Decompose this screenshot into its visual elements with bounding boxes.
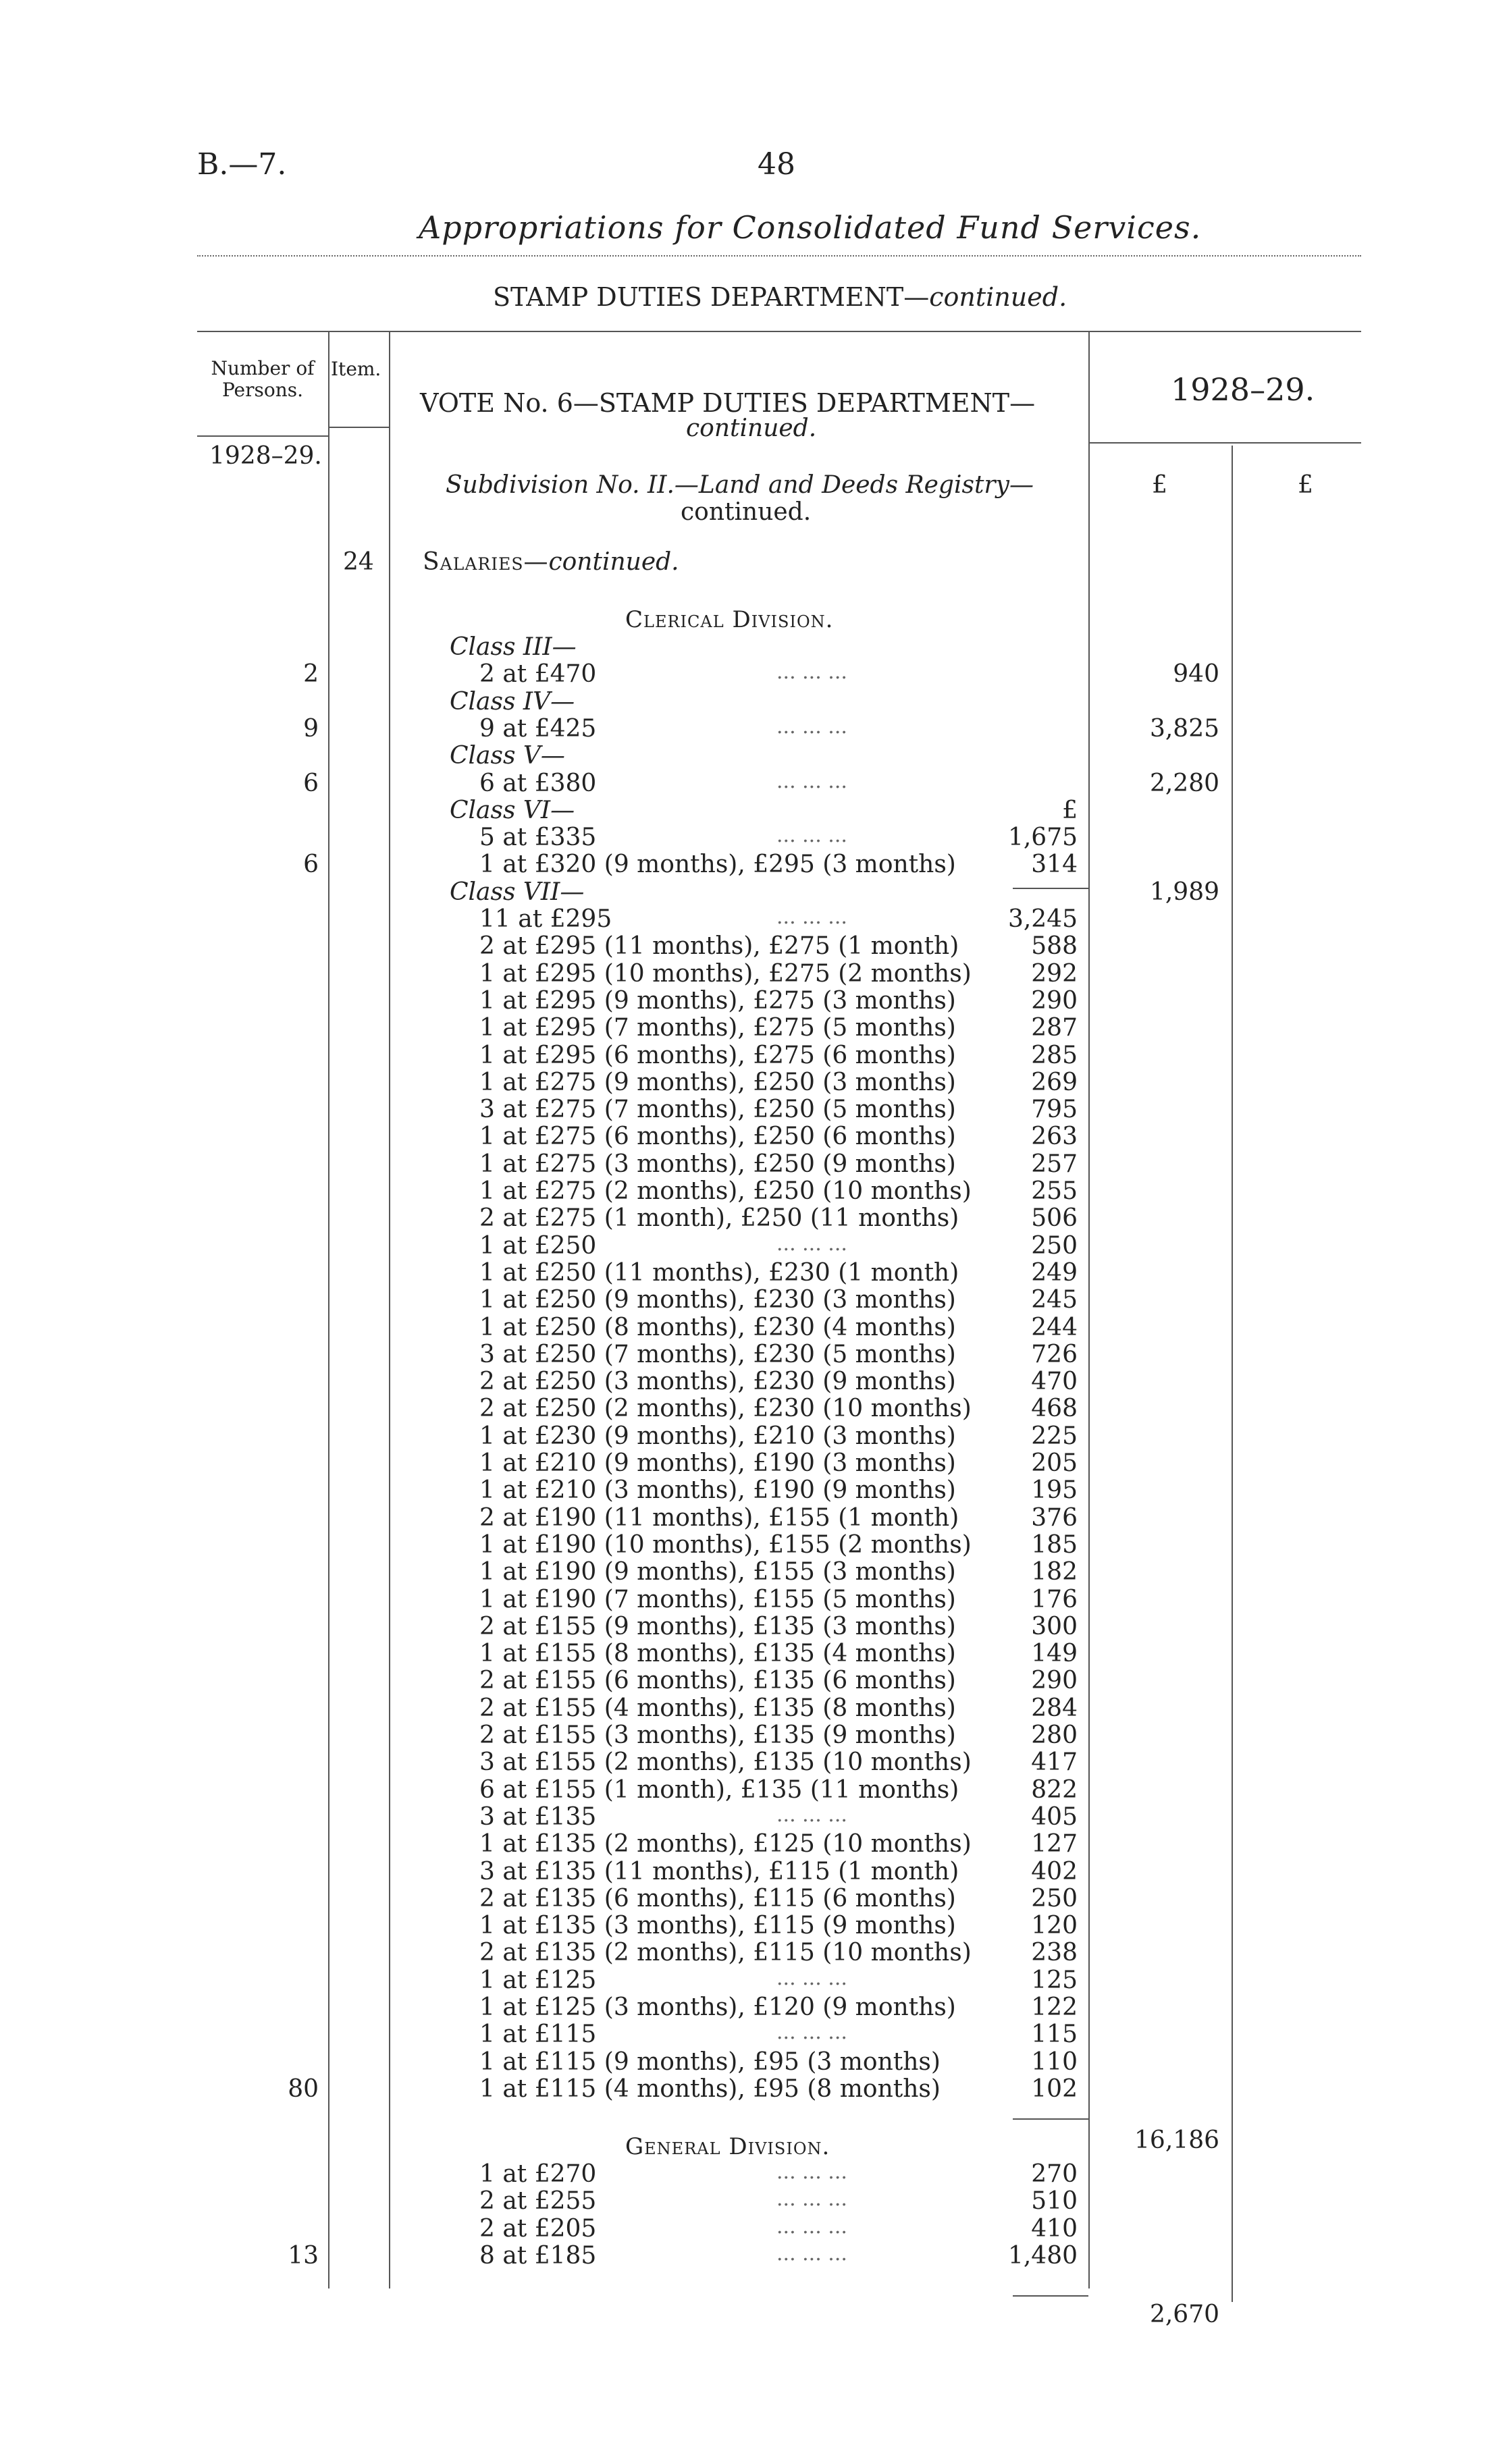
- class6-total: 1,989: [1149, 878, 1219, 906]
- class7-row-subamount: 127: [1031, 1830, 1078, 1858]
- class7-row-leader-dots: ... ... ...: [776, 2020, 847, 2045]
- class7-row-description: 2 at £155 (6 months), £135 (6 months): [479, 1667, 956, 1695]
- persons-header-rule: [197, 435, 328, 437]
- persons-column-header: Number of Persons.: [211, 357, 315, 401]
- class7-row-subamount: 822: [1031, 1775, 1078, 1804]
- class7-row-description: 1 at £135 (2 months), £125 (10 months): [479, 1830, 972, 1858]
- column-divider-item: [389, 331, 390, 2288]
- class7-row-subamount: 285: [1031, 1041, 1078, 1069]
- pound-header-sub: £: [1152, 471, 1167, 499]
- pound-header-total: £: [1298, 471, 1313, 499]
- item-column-header: Item.: [331, 358, 381, 380]
- class7-row-subamount: 588: [1031, 932, 1078, 961]
- general-row-subamount: 410: [1031, 2214, 1078, 2243]
- class7-row-subamount: 244: [1031, 1313, 1078, 1341]
- class7-row-subamount: 225: [1031, 1422, 1078, 1450]
- class7-row-subamount: 506: [1031, 1204, 1078, 1233]
- salaries-label: Salaries—: [423, 548, 549, 576]
- salaries-continued: continued.: [548, 548, 679, 576]
- class7-row-description: 1 at £275 (3 months), £250 (9 months): [479, 1150, 956, 1178]
- general-row-description: 2 at £255: [479, 2187, 597, 2216]
- class5-label: Class V—: [450, 742, 565, 770]
- document-reference: B.—7.: [197, 147, 287, 182]
- class7-row-description: 1 at £190 (10 months), £155 (2 months): [479, 1530, 972, 1559]
- class7-row-description: 1 at £125 (3 months), £120 (9 months): [479, 1993, 956, 2021]
- class7-row-description: 1 at £250 (8 months), £230 (4 months): [479, 1313, 956, 1341]
- vote-title: VOTE No. 6—STAMP DUTIES DEPARTMENT—: [420, 388, 1036, 418]
- class6-row-subamount: 1,675: [1007, 824, 1078, 852]
- class7-row-description: 1 at £115: [479, 2020, 597, 2049]
- class7-row-persons: 80: [288, 2074, 319, 2103]
- class4-row-description: 9 at £425: [479, 714, 597, 743]
- table-top-rule: [197, 331, 1361, 332]
- class7-row-subamount: 238: [1031, 1939, 1078, 1967]
- class7-row-subamount: 287: [1031, 1014, 1078, 1042]
- class7-row-description: 2 at £190 (11 months), £155 (1 month): [479, 1503, 959, 1532]
- general-total: 2,670: [1149, 2301, 1219, 2328]
- class7-row-description: 1 at £250 (9 months), £230 (3 months): [479, 1286, 956, 1314]
- year-header-rule: [1088, 442, 1361, 444]
- class7-row-description: 1 at £135 (3 months), £115 (9 months): [479, 1912, 956, 1940]
- class7-row-subamount: 255: [1031, 1177, 1078, 1205]
- class7-row-description: 1 at £295 (10 months), £275 (2 months): [479, 959, 972, 988]
- class7-row-description: 2 at £250 (3 months), £230 (9 months): [479, 1368, 956, 1396]
- general-row-subamount: 510: [1031, 2187, 1078, 2216]
- class4-row-persons: 9: [303, 714, 319, 743]
- department-name: STAMP DUTIES DEPARTMENT—: [493, 282, 930, 312]
- general-row-description: 2 at £205: [479, 2214, 597, 2243]
- class7-row-subamount: 292: [1031, 959, 1078, 988]
- class7-row-subamount: 376: [1031, 1503, 1078, 1532]
- class7-row-description: 2 at £135 (2 months), £115 (10 months): [479, 1939, 972, 1967]
- class7-row-description: 1 at £275 (2 months), £250 (10 months): [479, 1177, 972, 1205]
- class3-label: Class III—: [450, 633, 577, 661]
- class7-row-subamount: 470: [1031, 1368, 1078, 1396]
- persons-year-header: 1928–29.: [209, 442, 322, 470]
- general-row-leader-dots: ... ... ...: [776, 2241, 847, 2266]
- class7-row-subamount: 795: [1031, 1096, 1078, 1124]
- department-continued: continued.: [929, 282, 1067, 312]
- subdivision-continued: continued.: [681, 498, 812, 526]
- class7-row-subamount: 257: [1031, 1150, 1078, 1178]
- general-row-subamount: 1,480: [1007, 2241, 1078, 2270]
- class6-pound-sign: £: [1062, 796, 1078, 824]
- class7-row-description: 1 at £210 (9 months), £190 (3 months): [479, 1449, 956, 1477]
- salaries-heading: [423, 548, 679, 576]
- class7-row-subamount: 205: [1031, 1449, 1078, 1477]
- class7-row-description: 3 at £155 (2 months), £135 (10 months): [479, 1748, 972, 1777]
- class7-row-subamount: 125: [1031, 1966, 1078, 1994]
- column-divider-persons: [328, 331, 329, 2288]
- class7-label: Class VII—: [450, 878, 585, 906]
- class7-row-leader-dots: ... ... ...: [776, 1231, 847, 1256]
- title-rule: [197, 255, 1361, 257]
- class7-row-description: 6 at £155 (1 month), £135 (11 months): [479, 1775, 959, 1804]
- class7-row-subamount: 149: [1031, 1640, 1078, 1668]
- class7-row-leader-dots: ... ... ...: [776, 905, 847, 929]
- class5-row-leader-dots: ... ... ...: [776, 769, 847, 793]
- class6-subtotal-rule: [1013, 888, 1088, 889]
- class5-row-persons: 6: [303, 769, 319, 797]
- class7-row-subamount: 726: [1031, 1340, 1078, 1368]
- class6-row-subamount: 314: [1031, 851, 1078, 879]
- class6-row-persons: 6: [303, 851, 319, 879]
- class7-row-subamount: 269: [1031, 1068, 1078, 1096]
- class7-row-subamount: 468: [1031, 1395, 1078, 1423]
- class7-total: 16,186: [1134, 2126, 1219, 2154]
- class5-row-amount: 2,280: [1149, 769, 1219, 797]
- class7-row-description: 3 at £135: [479, 1802, 597, 1831]
- class4-row-amount: 3,825: [1149, 714, 1219, 743]
- class7-row-subamount: 182: [1031, 1558, 1078, 1586]
- class7-row-description: 3 at £275 (7 months), £250 (5 months): [479, 1096, 956, 1124]
- class7-row-description: 1 at £190 (7 months), £155 (5 months): [479, 1585, 956, 1613]
- general-division-heading: General Division.: [625, 2133, 830, 2160]
- class7-row-description: 1 at £115 (4 months), £95 (8 months): [479, 2074, 941, 2103]
- class7-row-subamount: 185: [1031, 1530, 1078, 1559]
- class7-row-description: 1 at £295 (6 months), £275 (6 months): [479, 1041, 956, 1069]
- subdivision-heading: Subdivision No. II.—Land and Deeds Registry—: [446, 471, 1034, 499]
- class3-row-amount: 940: [1173, 660, 1219, 689]
- column-divider-amount: [1232, 446, 1233, 2302]
- class7-row-subamount: 300: [1031, 1612, 1078, 1640]
- class7-row-subamount: 280: [1031, 1721, 1078, 1749]
- class7-row-description: 1 at £230 (9 months), £210 (3 months): [479, 1422, 956, 1450]
- class7-row-description: 3 at £135 (11 months), £115 (1 month): [479, 1857, 959, 1885]
- class7-row-subamount: 417: [1031, 1748, 1078, 1777]
- general-row-leader-dots: ... ... ...: [776, 2160, 847, 2184]
- class7-row-leader-dots: ... ... ...: [776, 1966, 847, 1990]
- year-column-header: 1928–29.: [1171, 371, 1315, 408]
- page-title: Appropriations for Consolidated Fund Services.: [419, 209, 1202, 246]
- vote-title-continued: continued.: [686, 414, 817, 442]
- class7-row-description: 1 at £295 (7 months), £275 (5 months): [479, 1014, 956, 1042]
- class7-subtotal-rule: [1013, 2118, 1088, 2120]
- class4-label: Class IV—: [450, 687, 575, 716]
- class7-row-description: 1 at £295 (9 months), £275 (3 months): [479, 986, 956, 1015]
- class7-row-description: 3 at £250 (7 months), £230 (5 months): [479, 1340, 956, 1368]
- class6-label: Class VI—: [450, 796, 575, 824]
- class7-row-description: 1 at £125: [479, 1966, 597, 1994]
- class7-row-description: 1 at £190 (9 months), £155 (3 months): [479, 1558, 956, 1586]
- class7-row-subamount: 250: [1031, 1231, 1078, 1260]
- column-divider-description: [1088, 331, 1090, 2288]
- class6-row-description: 1 at £320 (9 months), £295 (3 months): [479, 851, 956, 879]
- class7-row-subamount: 115: [1031, 2020, 1078, 2049]
- general-subtotal-rule: [1013, 2295, 1088, 2297]
- class7-row-description: 1 at £275 (9 months), £250 (3 months): [479, 1068, 956, 1096]
- class7-row-description: 2 at £135 (6 months), £115 (6 months): [479, 1884, 956, 1912]
- general-row-leader-dots: ... ... ...: [776, 2214, 847, 2239]
- class7-row-subamount: 195: [1031, 1476, 1078, 1505]
- class7-row-subamount: 290: [1031, 986, 1078, 1015]
- class7-row-subamount: 176: [1031, 1585, 1078, 1613]
- class7-row-description: 1 at £210 (3 months), £190 (9 months): [479, 1476, 956, 1505]
- class7-row-description: 2 at £295 (11 months), £275 (1 month): [479, 932, 959, 961]
- class7-row-subamount: 250: [1031, 1884, 1078, 1912]
- class7-row-subamount: 249: [1031, 1258, 1078, 1287]
- class7-row-leader-dots: ... ... ...: [776, 1802, 847, 1827]
- class7-row-description: 2 at £275 (1 month), £250 (11 months): [479, 1204, 959, 1233]
- clerical-division-heading: Clerical Division.: [625, 606, 834, 633]
- item-header-rule: [328, 427, 389, 428]
- class7-row-subamount: 3,245: [1007, 905, 1078, 933]
- general-row-persons: 13: [288, 2241, 319, 2270]
- page-number: 48: [758, 147, 795, 182]
- class7-row-subamount: 120: [1031, 1912, 1078, 1940]
- class7-row-subamount: 284: [1031, 1694, 1078, 1722]
- class7-row-description: 1 at £250 (11 months), £230 (1 month): [479, 1258, 959, 1287]
- class7-row-subamount: 245: [1031, 1286, 1078, 1314]
- class7-row-description: 1 at £155 (8 months), £135 (4 months): [479, 1640, 956, 1668]
- general-row-description: 8 at £185: [479, 2241, 597, 2270]
- class3-row-persons: 2: [303, 660, 319, 689]
- class3-row-description: 2 at £470: [479, 660, 597, 689]
- class7-row-subamount: 290: [1031, 1667, 1078, 1695]
- class7-row-description: 1 at £275 (6 months), £250 (6 months): [479, 1123, 956, 1151]
- class7-row-description: 11 at £295: [479, 905, 612, 933]
- class7-row-description: 1 at £250: [479, 1231, 597, 1260]
- general-row-leader-dots: ... ... ...: [776, 2187, 847, 2212]
- class7-row-subamount: 402: [1031, 1857, 1078, 1885]
- class7-row-subamount: 102: [1031, 2074, 1078, 2103]
- general-row-description: 1 at £270: [479, 2160, 597, 2188]
- class7-row-description: 2 at £250 (2 months), £230 (10 months): [479, 1395, 972, 1423]
- class4-row-leader-dots: ... ... ...: [776, 714, 847, 739]
- department-heading: [493, 282, 1067, 312]
- class3-row-leader-dots: ... ... ...: [776, 660, 847, 685]
- class7-row-description: 2 at £155 (4 months), £135 (8 months): [479, 1694, 956, 1722]
- class7-row-description: 2 at £155 (3 months), £135 (9 months): [479, 1721, 956, 1749]
- class7-row-subamount: 122: [1031, 1993, 1078, 2021]
- class7-row-description: 2 at £155 (9 months), £135 (3 months): [479, 1612, 956, 1640]
- item-number: 24: [343, 548, 374, 576]
- class6-row-leader-dots: ... ... ...: [776, 824, 847, 848]
- class7-row-subamount: 405: [1031, 1802, 1078, 1831]
- class7-row-subamount: 263: [1031, 1123, 1078, 1151]
- class6-row-description: 5 at £335: [479, 824, 597, 852]
- class7-row-description: 1 at £115 (9 months), £95 (3 months): [479, 2047, 941, 2076]
- class5-row-description: 6 at £380: [479, 769, 597, 797]
- general-row-subamount: 270: [1031, 2160, 1078, 2188]
- class7-row-subamount: 110: [1031, 2047, 1078, 2076]
